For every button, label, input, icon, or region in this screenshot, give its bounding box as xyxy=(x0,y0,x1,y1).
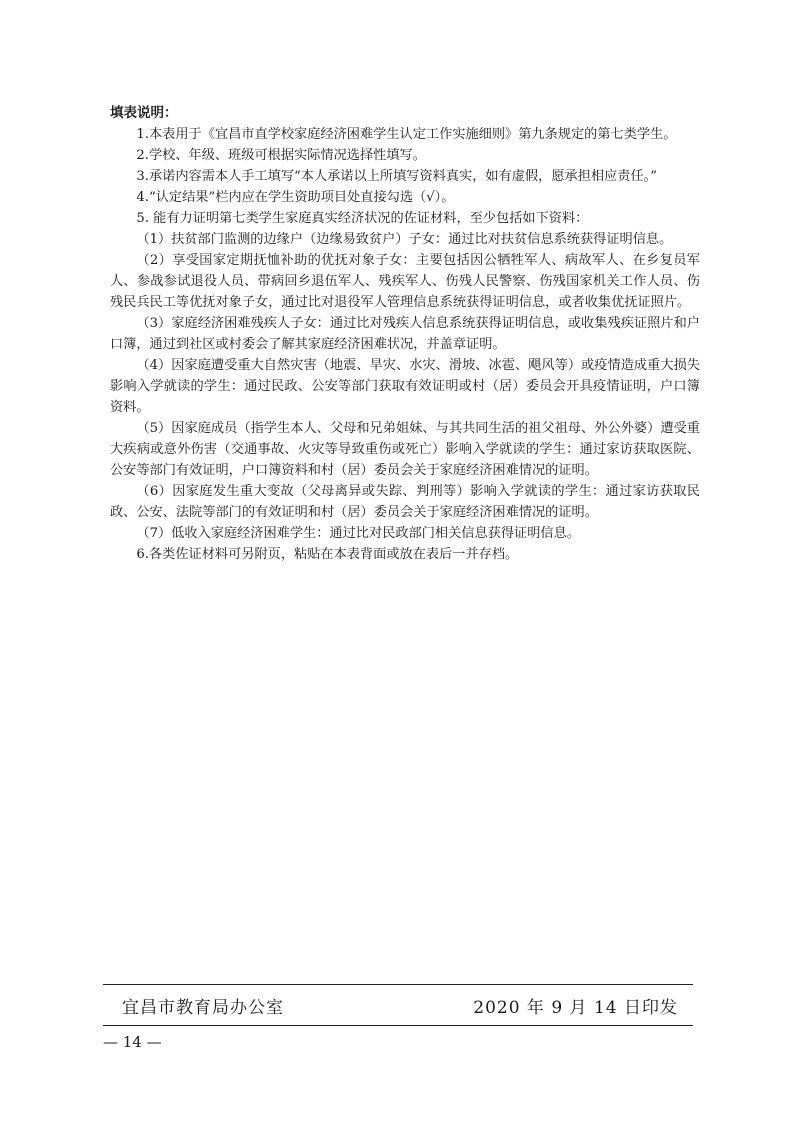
issue-date: 2020 年 9 月 14 日印发 xyxy=(473,998,678,1018)
page-number: — 14 — xyxy=(103,1033,162,1051)
evidence-item: （1）扶贫部门监测的边缘户（边缘易致贫户）子女：通过比对扶贫信息系统获得证明信息。 xyxy=(136,232,673,247)
instruction-item: 4.“认定结果”栏内应在学生资助项目处直接勾选（√）。 xyxy=(136,190,455,205)
evidence-item: （3）家庭经济困难残疾人子女：通过比对残疾人信息系统获得证明信息，或收集残疾证照片和户口簿，通过到社区或村委会了解其家庭经济困难状况，并盖章证明。 xyxy=(110,316,700,352)
instructions-heading: 填表说明： xyxy=(110,105,178,121)
evidence-item: （2）享受国家定期抚恤补助的优抚对象子女：主要包括因公牺牲军人、病故军人、在乡复员军人、参战参试退役人员、带病回乡退伍军人、残疾军人、伤残人民警察、伤残国家机关工作人员、伤残民兵民工等优抚对象子女，通过比对退役军人管理信息系统获得证明信息，或者收集优抚证照片。 xyxy=(110,253,700,310)
instruction-item: 3.承诺内容需本人手工填写“本人承诺以上所填写资料真实，如有虚假，愿承担相应责任。” xyxy=(136,169,657,184)
instruction-item: 6.各类佐证材料可另附页，粘贴在本表背面或放在表后一并存档。 xyxy=(136,547,519,562)
evidence-item: （5）因家庭成员（指学生本人、父母和兄弟姐妹、与其共同生活的祖父祖母、外公外婆）遭受重大疾病或意外伤害（交通事故、火灾等导致重伤或死亡）影响入学就读的学生：通过家访获取医院、公安等部门有效证明，户口簿资料和村（居）委员会关于家庭经济困难情况的证明。 xyxy=(110,421,700,478)
evidence-item: （7）低收入家庭经济困难学生：通过比对民政部门相关信息获得证明信息。 xyxy=(136,526,580,541)
footer-top-rule xyxy=(103,984,693,985)
instruction-item: 2.学校、年级、班级可根据实际情况选择性填写。 xyxy=(136,148,426,163)
evidence-item: （4）因家庭遭受重大自然灾害（地震、旱灾、水灾、滑坡、冰雹、飓风等）或疫情造成重大损失影响入学就读的学生：通过民政、公安等部门获取有效证明或村（居）委员会开具疫情证明，户口簿资料。 xyxy=(110,358,700,415)
footer-bottom-rule xyxy=(103,1025,693,1026)
evidence-item: （6）因家庭发生重大变故（父母离异或失踪、判刑等）影响入学就读的学生：通过家访获取民政、公安、法院等部门的有效证明和村（居）委员会关于家庭经济困难情况的证明。 xyxy=(110,484,700,520)
instruction-item: 1.本表用于《宜昌市直学校家庭经济困难学生认定工作实施细则》第九条规定的第七类学生。 xyxy=(136,127,677,142)
instruction-item: 5. 能有力证明第七类学生家庭真实经济状况的佐证材料，至少包括如下资料： xyxy=(136,211,589,226)
issuer-name: 宜昌市教育局办公室 xyxy=(122,998,284,1018)
filling-instructions xyxy=(110,103,700,565)
